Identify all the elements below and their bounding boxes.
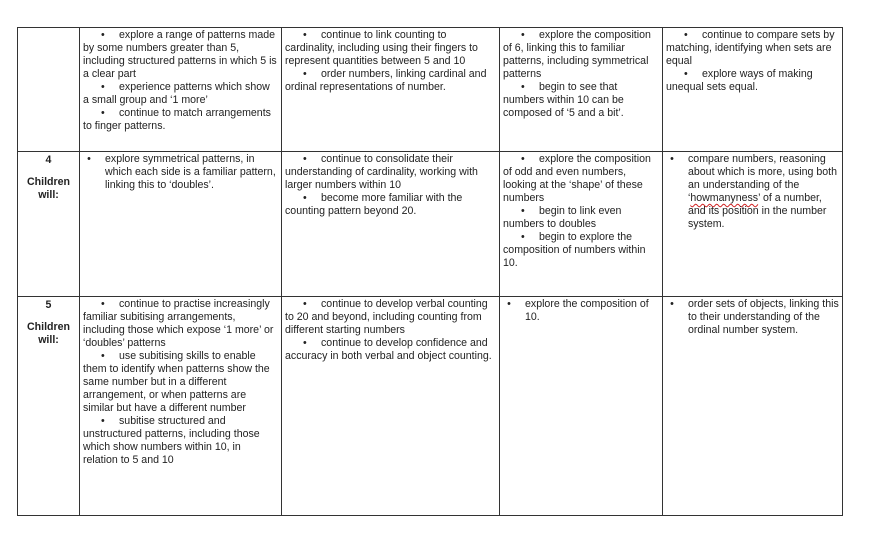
bullet-icon: •	[303, 68, 307, 80]
list-item: • continue to link counting to cardinality, including using their fingers to represent quantities between 5 and 10	[285, 29, 478, 67]
list-item: • continue to match arrangements to finger patterns.	[83, 107, 271, 132]
row-heading-cell	[18, 297, 80, 516]
bullet-icon: •	[101, 415, 105, 427]
list-item: • order numbers, linking cardinal and ordinal representations of number.	[285, 68, 487, 93]
bullet-icon: •	[303, 29, 307, 41]
bullet-icon: •	[101, 81, 105, 93]
list-item: • order sets of objects, linking this to their understanding of the ordinal number system.	[666, 298, 839, 337]
list-item: • continue to practise increasingly familiar subitising arrangements, including those which expose ‘1 more’ or ‘doubles’ patterns	[83, 298, 274, 349]
table-cell	[500, 28, 663, 152]
bullet-icon: •	[521, 29, 525, 41]
list-item: • subitise structured and unstructured patterns, including those which show numbers within 10, in relation to 5 and 10	[83, 415, 260, 466]
row-number: 4	[45, 154, 52, 166]
spelling-underline: howmanyness	[690, 192, 759, 204]
list-item: • explore symmetrical patterns, in which each side is a familiar pattern, linking this to ‘doubles’.	[83, 153, 278, 192]
table-cell	[663, 28, 843, 152]
bullet-icon: •	[303, 192, 307, 204]
row-heading-cell	[18, 152, 80, 297]
row-label: Children will:	[27, 321, 70, 346]
bullet-icon: •	[101, 298, 105, 310]
table-cell	[663, 297, 843, 516]
table-cell	[282, 28, 500, 152]
table-cell	[500, 152, 663, 297]
list-item: • explore a range of patterns made by some numbers greater than 5, including structured patterns in which 5 is a clear part	[83, 29, 277, 80]
bullet-icon: •	[101, 107, 105, 119]
list-item	[666, 153, 839, 231]
list-item: • become more familiar with the counting pattern beyond 20.	[285, 192, 463, 217]
list-item: • continue to develop verbal counting to 20 and beyond, including counting from different starting numbers	[285, 298, 488, 336]
spellchecked-text: compare numbers, reasoning about which is more, using both an understanding of the ‘howmanyness’ of a number, and its position in the number system.	[688, 153, 837, 230]
list-item: • explore the composition of 6, linking this to familiar patterns, including symmetrical patterns	[503, 29, 651, 80]
list-item: • continue to develop confidence and accuracy in both verbal and object counting.	[285, 337, 492, 362]
list-item: • continue to consolidate their understanding of cardinality, working with larger numbers within 10	[285, 153, 478, 191]
list-item: • use subitising skills to enable them to identify when patterns show the same number but in a different arrangement, or when patterns are similar but have a different number	[83, 350, 270, 414]
table-row	[18, 297, 843, 516]
list-item: • experience patterns which show a small group and ‘1 more’	[83, 81, 270, 106]
table-cell	[80, 152, 282, 297]
table-row	[18, 152, 843, 297]
list-item: • explore the composition of odd and even numbers, looking at the ‘shape’ of these numbers	[503, 153, 651, 204]
bullet-icon: •	[303, 298, 307, 310]
table-row	[18, 28, 843, 152]
list-item: • begin to see that numbers within 10 can be composed of ‘5 and a bit’.	[503, 81, 624, 119]
bullet-icon: •	[521, 81, 525, 93]
list-item: • explore the composition of 10.	[503, 298, 659, 324]
bullet-icon: •	[303, 337, 307, 349]
list-item: • begin to explore the composition of numbers within 10.	[503, 231, 646, 269]
table-cell	[80, 28, 282, 152]
table-cell	[282, 152, 500, 297]
bullet-icon: •	[670, 153, 674, 165]
bullet-icon: •	[507, 298, 511, 310]
bullet-icon: •	[684, 68, 688, 80]
bullet-icon: •	[521, 231, 525, 243]
list-item: • begin to link even numbers to doubles	[503, 205, 622, 230]
table-cell	[80, 297, 282, 516]
curriculum-table	[17, 27, 843, 516]
table-cell	[282, 297, 500, 516]
bullet-icon: •	[101, 29, 105, 41]
row-label: Children will:	[27, 176, 70, 201]
table-cell	[663, 152, 843, 297]
bullet-icon: •	[670, 298, 674, 310]
row-heading-cell	[18, 28, 80, 152]
list-item: • explore ways of making unequal sets equal.	[666, 68, 813, 93]
bullet-icon: •	[87, 153, 91, 165]
bullet-icon: •	[684, 29, 688, 41]
bullet-icon: •	[521, 153, 525, 165]
row-number: 5	[45, 299, 52, 311]
table-cell	[500, 297, 663, 516]
bullet-icon: •	[521, 205, 525, 217]
bullet-icon: •	[101, 350, 105, 362]
bullet-icon: •	[303, 153, 307, 165]
list-item: • continue to compare sets by matching, identifying when sets are equal	[666, 29, 835, 67]
